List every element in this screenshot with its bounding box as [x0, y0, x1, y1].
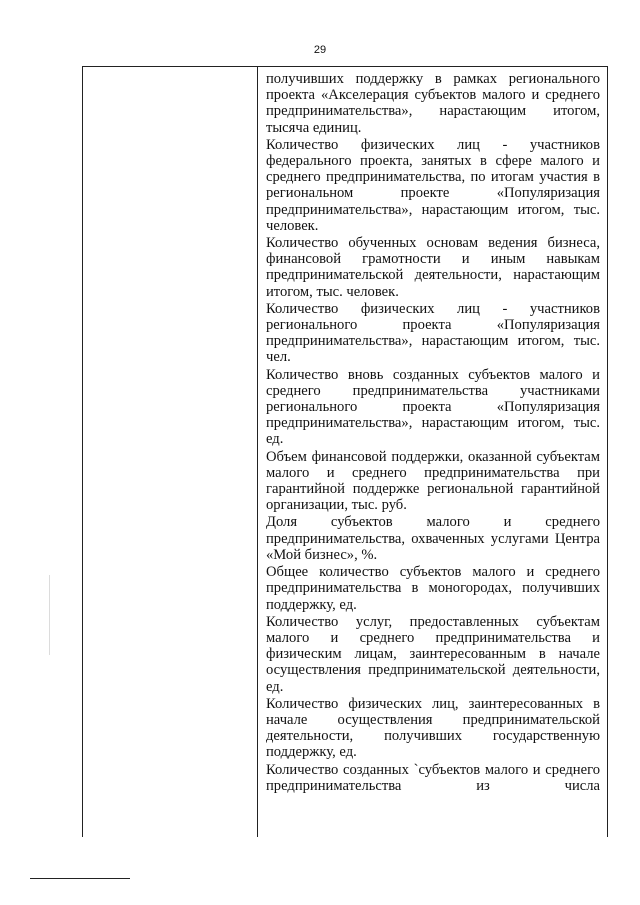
table-entry: получивших поддержку в рамках регионального проекта «Акселерация субъектов малого и среднего предпринимательства», нарастающим итогом, тысяча единиц. — [266, 71, 600, 136]
table-entry: Количество вновь созданных субъектов малого и среднего предпринимательства участниками регионального проекта «Популяризация предпринимательства», нарастающим итогом, тыс. ед. — [266, 366, 600, 448]
scan-margin-mark — [49, 575, 50, 655]
table-entry: Количество физических лиц, заинтересованных в начале осуществления предпринимательской деятельности, получивших государственную поддержку, ед. — [266, 695, 600, 761]
table-entry: Количество услуг, предоставленных субъектам малого и среднего предпринимательства и физическим лицам, заинтересованным в начале осуществления предпринимательской деятельности, ед. — [266, 613, 600, 695]
footnote-rule — [30, 878, 130, 879]
table-entry: Объем финансовой поддержки, оказанной субъектам малого и среднего предпринимательства при гарантийной поддержке региональной гарантийной организации, тыс. руб. — [266, 448, 600, 514]
table-entry: Доля субъектов малого и среднего предпринимательства, охваченных услугами Центра «Мой бизнес», %. — [266, 514, 600, 563]
table-entry: Количество созданных `субъектов малого и среднего предпринимательства из числа — [266, 761, 600, 794]
table-entry: Количество обученных основам ведения бизнеса, финансовой грамотности и иным навыкам предпринимательской деятельности, нарастающим итогом, тыс. человек. — [266, 235, 600, 300]
table-left-column — [83, 67, 258, 837]
page-number: 29 — [313, 44, 327, 56]
table-entry: Общее количество субъектов малого и среднего предпринимательства в моногородах, получивших поддержку, ед. — [266, 564, 600, 613]
table-right-column — [266, 71, 600, 795]
table-entry: Количество физических лиц - участников регионального проекта «Популяризация предпринимательства», нарастающим итогом, тыс. чел. — [266, 300, 600, 366]
table-entry: Количество физических лиц - участников федерального проекта, занятых в сфере малого и среднего предпринимательства, по итогам участия в региональном проекте «Популяризация предпринимательства», нарастающим итогом, тыс. человек. — [266, 136, 600, 234]
document-table — [82, 66, 608, 837]
